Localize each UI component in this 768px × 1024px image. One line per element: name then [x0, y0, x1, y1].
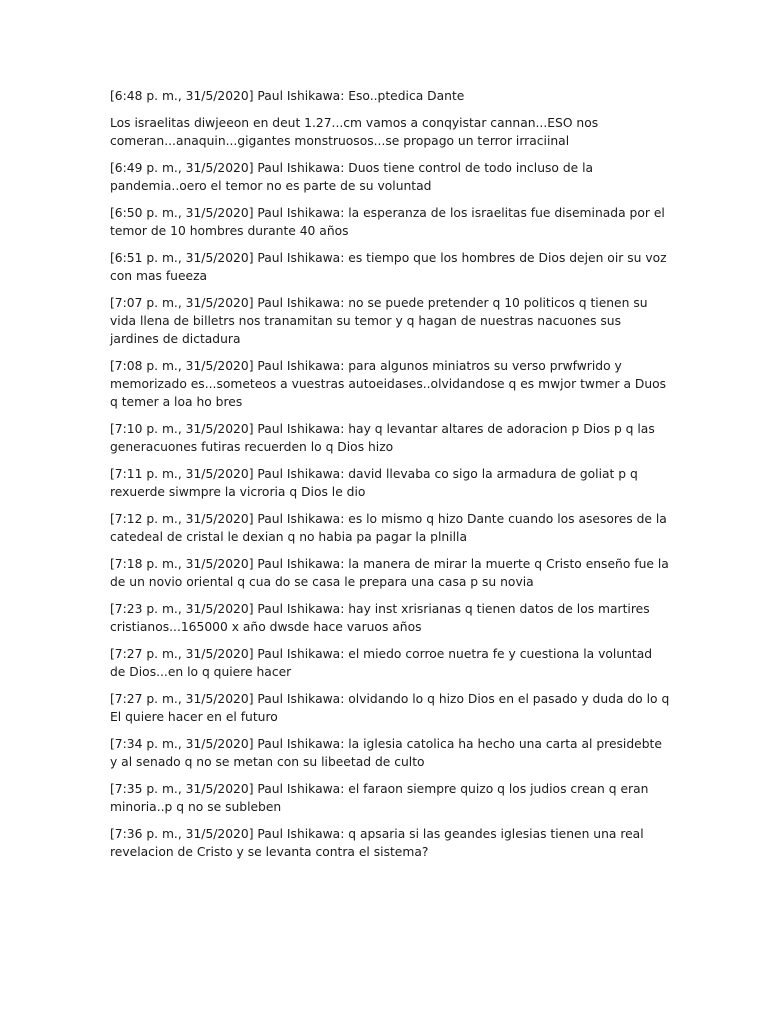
chat-message-paragraph: [6:50 p. m., 31/5/2020] Paul Ishikawa: la esperanza de los israelitas fue diseminada por el temor de 10 hombres durante 40 años [110, 206, 665, 238]
chat-message-paragraph: [7:34 p. m., 31/5/2020] Paul Ishikawa: la iglesia catolica ha hecho una carta al presidebte y al senado q no se metan con su libeetad de culto [110, 737, 662, 769]
chat-message-paragraph: [7:08 p. m., 31/5/2020] Paul Ishikawa: para algunos miniatros su verso prwfwrido y memorizado es...someteos a vuestras autoeidases..olvidandose q es mwjor twmer a Duos q temer a loa ho bres [110, 359, 667, 409]
chat-message-paragraph: Los israelitas diwjeeon en deut 1.27...cm vamos a conqyistar cannan...ESO nos comeran...anaquin...gigantes monstruosos...se propago un terror irraciinal [110, 116, 599, 148]
chat-message-paragraph: [6:49 p. m., 31/5/2020] Paul Ishikawa: Duos tiene control de todo incluso de la pandemia..oero el temor no es parte de su voluntad [110, 161, 594, 193]
chat-message-paragraph: [6:48 p. m., 31/5/2020] Paul Ishikawa: Eso..ptedica Dante [110, 89, 465, 103]
chat-message-paragraph: [7:07 p. m., 31/5/2020] Paul Ishikawa: no se puede pretender q 10 politicos q tienen su vida llena de billetrs nos tranamitan su temor y q hagan de nuestras nacuones sus jardines de dictadura [110, 296, 648, 346]
chat-message-paragraph: [7:18 p. m., 31/5/2020] Paul Ishikawa: la manera de mirar la muerte q Cristo enseño fue la de un novio oriental q cua do se casa le prepara una casa p su novia [110, 557, 669, 589]
chat-message-paragraph: [7:27 p. m., 31/5/2020] Paul Ishikawa: el miedo corroe nuetra fe y cuestiona la voluntad de Dios...en lo q quiere hacer [110, 647, 653, 679]
chat-message-paragraph: [7:36 p. m., 31/5/2020] Paul Ishikawa: q apsaria si las geandes iglesias tienen una real revelacion de Cristo y se levanta contra el sistema? [110, 827, 644, 859]
chat-message-paragraph: [7:27 p. m., 31/5/2020] Paul Ishikawa: olvidando lo q hizo Dios en el pasado y duda do lo q El quiere hacer en el futuro [110, 692, 670, 724]
chat-message-paragraph: [7:10 p. m., 31/5/2020] Paul Ishikawa: hay q levantar altares de adoracion p Dios p q las generacuones futiras recuerden lo q Dios hizo [110, 422, 655, 454]
document-page [110, 87, 670, 870]
chat-message-paragraph: [7:23 p. m., 31/5/2020] Paul Ishikawa: hay inst xrisrianas q tienen datos de los martires cristianos...165000 x año dwsde hace varuos años [110, 602, 650, 634]
chat-message-paragraph: [7:35 p. m., 31/5/2020] Paul Ishikawa: el faraon siempre quizo q los judios crean q eran minoria..p q no se subleben [110, 782, 649, 814]
chat-message-paragraph: [7:12 p. m., 31/5/2020] Paul Ishikawa: es lo mismo q hizo Dante cuando los asesores de la catedeal de cristal le dexian q no habia pa pagar la plnilla [110, 512, 667, 544]
chat-message-paragraph: [7:11 p. m., 31/5/2020] Paul Ishikawa: david llevaba co sigo la armadura de goliat p q rexuerde siwmpre la vicroria q Dios le dio [110, 467, 638, 499]
chat-message-paragraph: [6:51 p. m., 31/5/2020] Paul Ishikawa: es tiempo que los hombres de Dios dejen oir su voz con mas fueeza [110, 251, 667, 283]
